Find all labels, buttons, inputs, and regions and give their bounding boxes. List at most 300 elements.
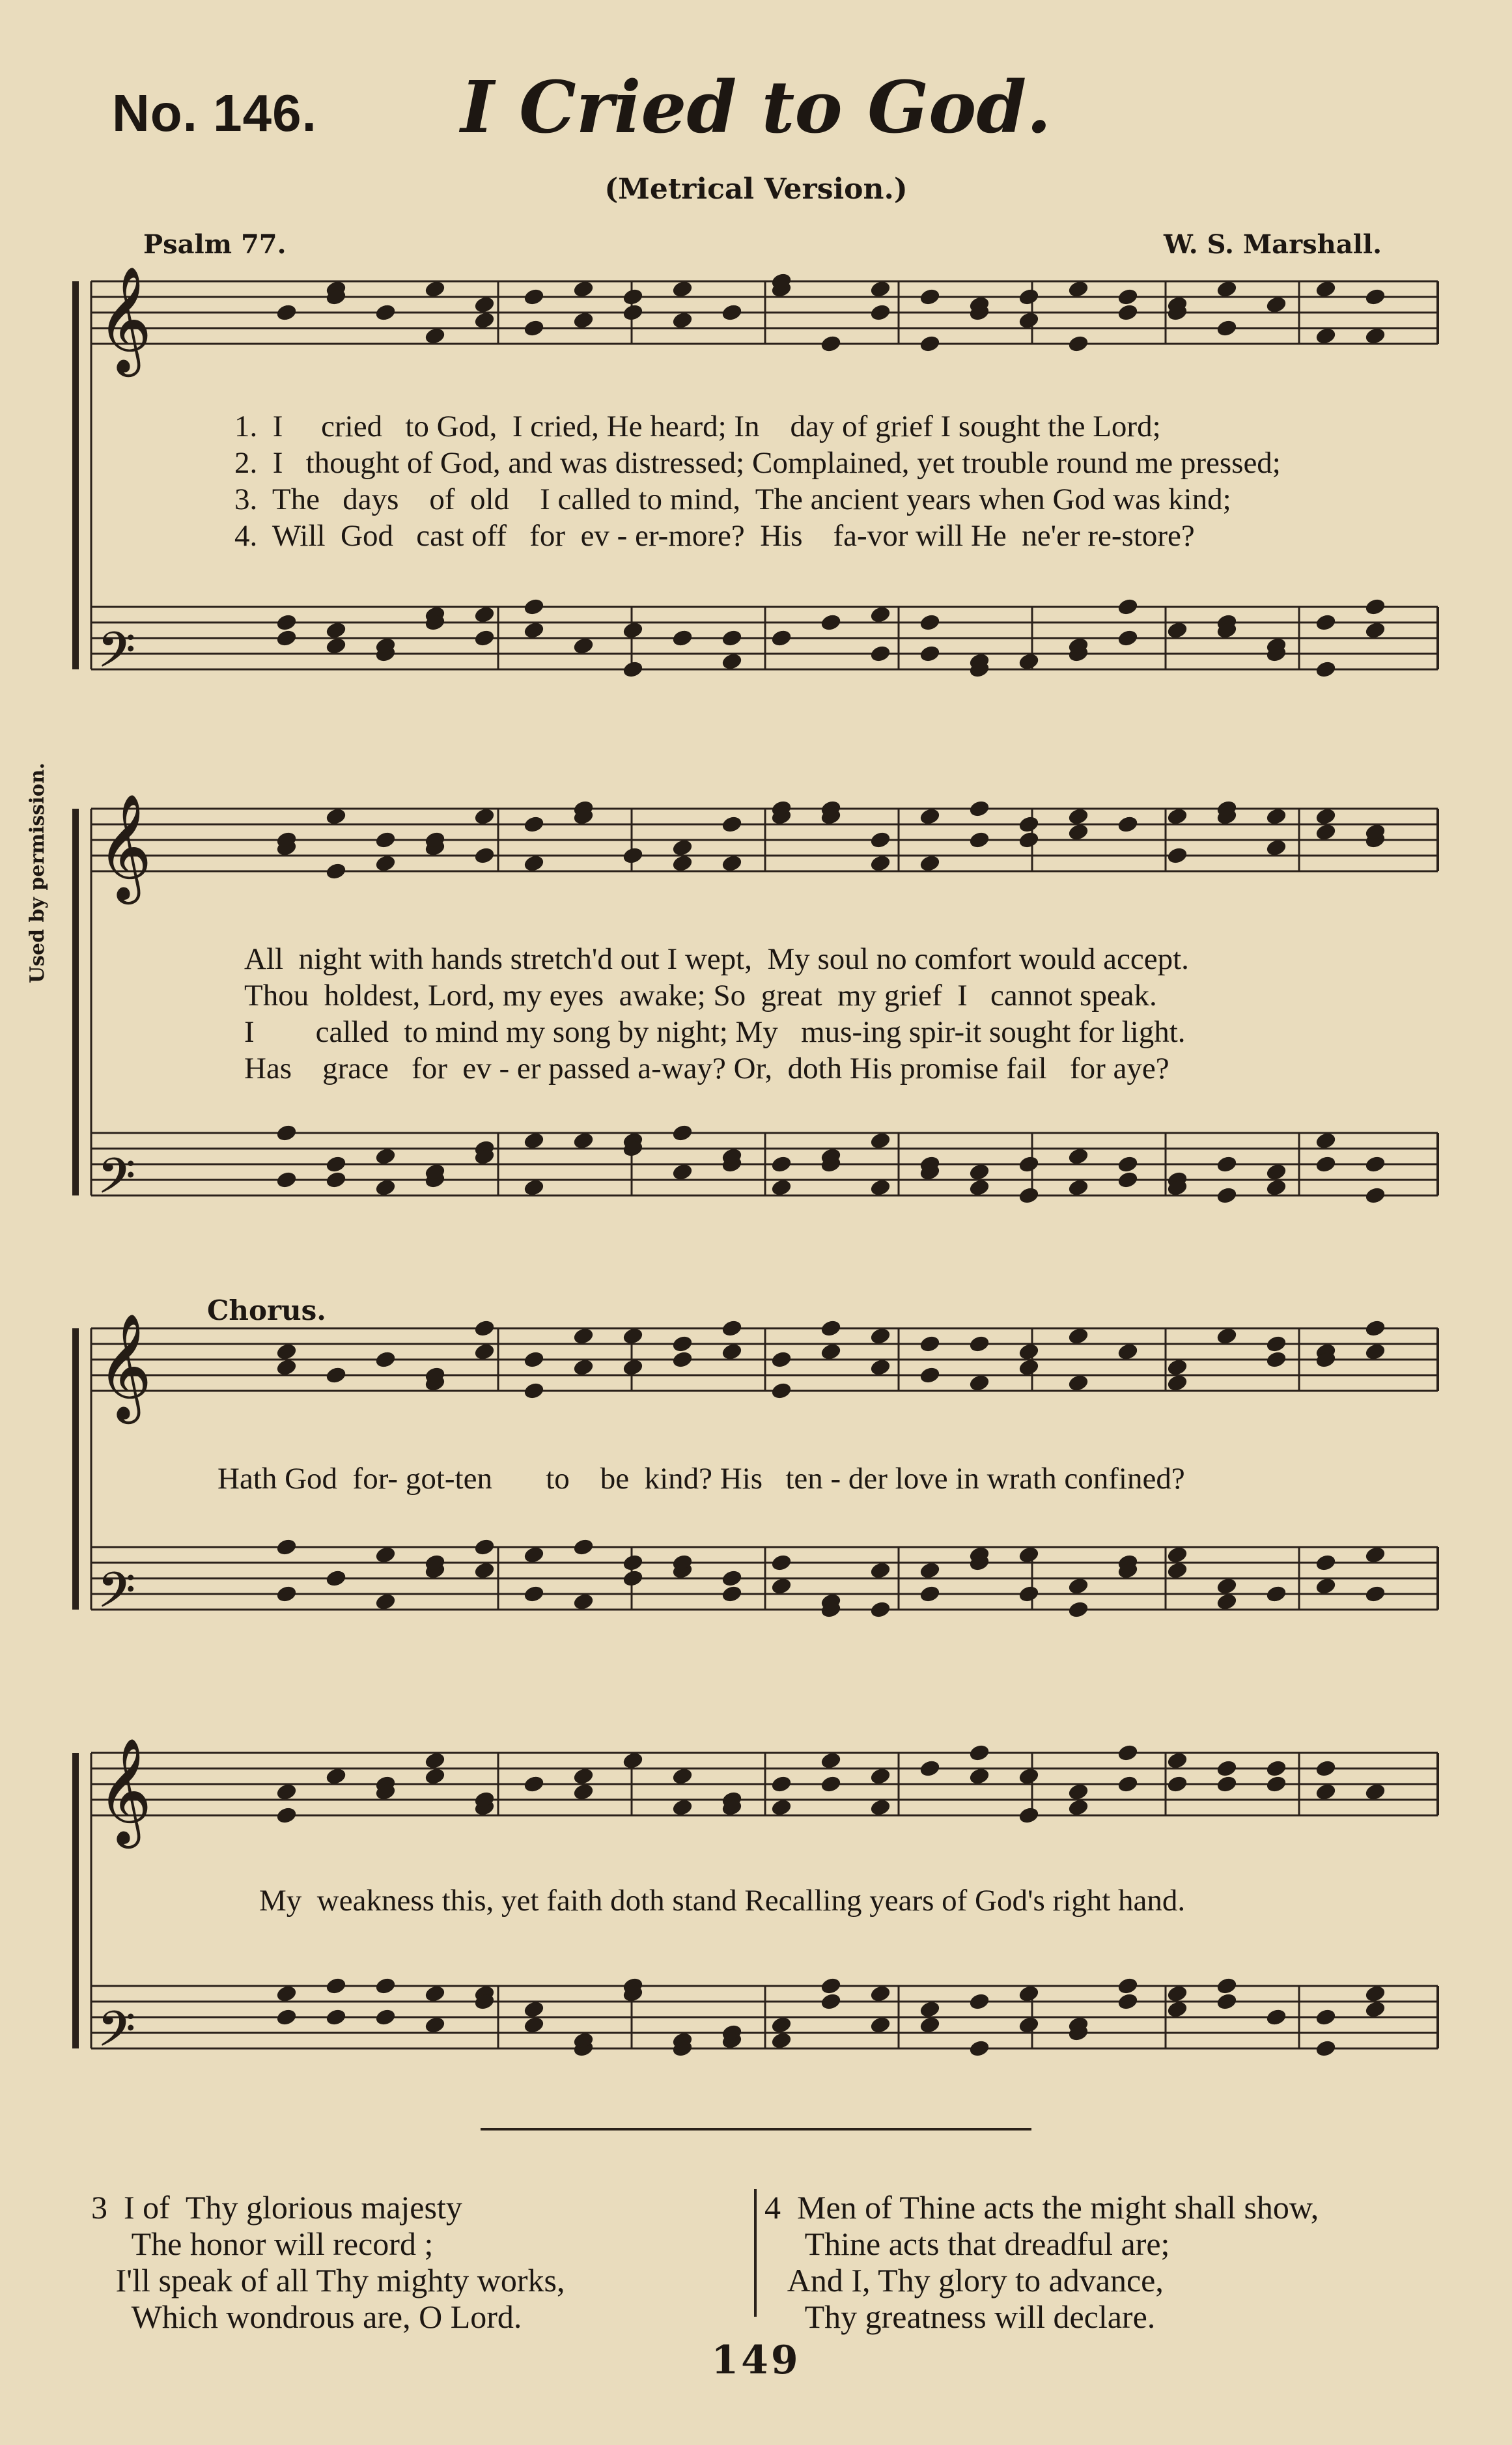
verse-1-line-1: 1. I cried to God, I cried, He heard; In day of grief I sought the Lord; <box>234 410 1161 443</box>
clef-icon: 𝄞 <box>98 1738 152 1844</box>
note-head <box>325 621 346 639</box>
note-head <box>919 1366 940 1384</box>
note-head <box>1364 2000 1386 2019</box>
note-head <box>622 660 643 678</box>
note-head <box>1364 598 1386 616</box>
note-head <box>1166 1561 1188 1580</box>
note-head <box>919 1759 940 1778</box>
note-head <box>1265 1163 1287 1181</box>
note-head <box>1315 1132 1336 1150</box>
note-head <box>671 629 693 647</box>
note-head <box>1018 652 1039 671</box>
note-head <box>622 1569 643 1587</box>
stanza-3-line-3: I'll speak of all Thy mighty works, <box>91 2262 565 2298</box>
note-head <box>721 652 742 671</box>
note-head <box>671 854 693 873</box>
clef-icon: 𝄢 <box>98 1148 135 1216</box>
verse-3-line-1: 3. The days of old I called to mind, The ancient years when God was kind; <box>234 482 1231 516</box>
note-head <box>1315 2039 1336 2058</box>
note-head <box>1067 1327 1089 1345</box>
note-head <box>1018 1585 1039 1603</box>
note-head <box>424 280 445 298</box>
note-head <box>374 1179 396 1197</box>
clef-icon: 𝄞 <box>98 266 152 372</box>
note-head <box>919 335 940 353</box>
note-head <box>671 280 693 298</box>
note-head <box>1364 327 1386 345</box>
stanza-4-line-4: Thy greatness will declare. <box>764 2298 1156 2335</box>
note-head <box>572 1358 594 1376</box>
note-head <box>671 1767 693 1785</box>
note-head <box>523 1132 544 1150</box>
note-head <box>919 2000 940 2019</box>
note-head <box>1216 1155 1237 1173</box>
note-head <box>1265 1350 1287 1369</box>
note-head <box>523 1382 544 1400</box>
note-head <box>275 303 297 322</box>
note-head <box>1117 1992 1138 2011</box>
note-head <box>770 1350 792 1369</box>
note-head <box>1364 1783 1386 1801</box>
note-head <box>820 335 841 353</box>
note-head <box>473 1561 495 1580</box>
note-head <box>1265 807 1287 826</box>
note-head <box>671 1124 693 1142</box>
note-head <box>1216 1977 1237 1995</box>
note-head <box>275 1538 297 1556</box>
note-head <box>622 846 643 865</box>
note-head <box>1315 660 1336 678</box>
note-head <box>1067 1374 1089 1392</box>
note-head <box>721 1585 742 1603</box>
note-head <box>1018 1343 1039 1361</box>
note-head <box>523 598 544 616</box>
note-head <box>523 1585 544 1603</box>
note-head <box>473 1343 495 1361</box>
note-head <box>869 1600 891 1619</box>
page-number: 149 <box>711 2338 801 2383</box>
permission-note: Used by permission. <box>26 762 49 983</box>
note-head <box>1166 1546 1188 1564</box>
note-head <box>919 2016 940 2034</box>
note-head <box>622 303 643 322</box>
note-head <box>1216 1992 1237 2011</box>
note-head <box>968 831 990 849</box>
note-head <box>1067 1179 1089 1197</box>
clef-icon: 𝄢 <box>98 2001 135 2069</box>
note-head <box>374 854 396 873</box>
note-head <box>1117 1155 1138 1173</box>
note-head <box>770 629 792 647</box>
note-head <box>1216 1759 1237 1778</box>
note-head <box>1216 1775 1237 1793</box>
note-head <box>1166 1775 1188 1793</box>
note-head <box>1315 327 1336 345</box>
note-head <box>1166 2000 1188 2019</box>
verse-1-line-2: All night with hands stretch'd out I wept, My soul no comfort would accept. <box>244 942 1189 976</box>
verse-2-line-2: Thou holdest, Lord, my eyes awake; So great my grief I cannot speak. <box>244 979 1157 1013</box>
note-head <box>374 303 396 322</box>
note-head <box>1067 823 1089 841</box>
note-head <box>275 1358 297 1376</box>
note-head <box>1364 288 1386 306</box>
note-head <box>275 1124 297 1142</box>
note-head <box>622 1554 643 1572</box>
note-head <box>671 839 693 857</box>
note-head <box>721 303 742 322</box>
note-head <box>325 1171 346 1189</box>
note-head <box>919 645 940 663</box>
note-head <box>374 831 396 849</box>
note-head <box>919 613 940 632</box>
stanza-3-line-4: Which wondrous are, O Lord. <box>91 2298 522 2335</box>
chorus-line-1: Hath God for- got-ten to be kind? His ten - der love in wrath confined? <box>217 1462 1185 1496</box>
note-head <box>671 1350 693 1369</box>
note-head <box>1166 1358 1188 1376</box>
note-head <box>671 1335 693 1353</box>
stanza-separator <box>754 2189 757 2317</box>
note-head <box>374 1546 396 1564</box>
note-head <box>523 621 544 639</box>
note-head <box>275 1171 297 1189</box>
note-head <box>572 1783 594 1801</box>
note-head <box>1117 288 1138 306</box>
note-head <box>424 1752 445 1770</box>
note-head <box>1117 1775 1138 1793</box>
stanza-4-line-3: And I, Thy glory to advance, <box>764 2262 1164 2298</box>
note-head <box>325 807 346 826</box>
verse-4-line-1: 4. Will God cast off for ev - er-more? His fa-vor will He ne'er re-store? <box>234 519 1195 553</box>
note-head <box>1117 629 1138 647</box>
note-head <box>1216 1327 1237 1345</box>
stanza-4 <box>764 2189 1319 2335</box>
note-head <box>622 1327 643 1345</box>
note-head <box>721 629 742 647</box>
note-head <box>919 288 940 306</box>
note-head <box>820 1752 841 1770</box>
note-head <box>1067 807 1089 826</box>
note-head <box>572 311 594 329</box>
note-head <box>968 1163 990 1181</box>
hymn-subtitle: (Metrical Version.) <box>604 173 908 206</box>
note-head <box>1315 1554 1336 1572</box>
note-head <box>671 1163 693 1181</box>
note-head <box>820 613 841 632</box>
note-head <box>1265 1585 1287 1603</box>
note-head <box>721 1319 742 1337</box>
note-head <box>325 1155 346 1173</box>
note-head <box>721 854 742 873</box>
note-head <box>572 1593 594 1611</box>
note-head <box>968 2039 990 2058</box>
note-head <box>770 1179 792 1197</box>
note-head <box>968 800 990 818</box>
note-head <box>1067 1798 1089 1817</box>
note-head <box>523 319 544 337</box>
note-head <box>473 296 495 314</box>
note-head <box>622 288 643 306</box>
note-head <box>968 1374 990 1392</box>
note-head <box>374 1977 396 1995</box>
note-head <box>523 1350 544 1369</box>
note-head <box>1166 846 1188 865</box>
note-head <box>869 1327 891 1345</box>
note-head <box>1265 1759 1287 1778</box>
clef-icon: 𝄞 <box>98 794 152 900</box>
note-head <box>1018 1767 1039 1785</box>
note-head <box>325 1569 346 1587</box>
note-head <box>1067 1147 1089 1166</box>
note-head <box>1018 1806 1039 1824</box>
note-head <box>325 2008 346 2026</box>
note-head <box>869 1798 891 1817</box>
note-head <box>1166 1985 1188 2003</box>
note-head <box>1018 1186 1039 1205</box>
note-head <box>1216 319 1237 337</box>
note-head <box>869 2016 891 2034</box>
note-head <box>1067 1577 1089 1595</box>
note-head <box>1018 288 1039 306</box>
note-head <box>374 2008 396 2026</box>
note-head <box>869 1179 891 1197</box>
note-head <box>1216 280 1237 298</box>
note-head <box>523 1179 544 1197</box>
note-head <box>275 1806 297 1824</box>
note-head <box>1018 815 1039 833</box>
note-head <box>919 1335 940 1353</box>
note-head <box>721 815 742 833</box>
note-head <box>1166 1374 1188 1392</box>
note-head <box>572 280 594 298</box>
note-head <box>325 1366 346 1384</box>
note-head <box>1117 1343 1138 1361</box>
note-head <box>820 1775 841 1793</box>
note-head <box>770 2016 792 2034</box>
note-head <box>1117 303 1138 322</box>
note-head <box>1018 831 1039 849</box>
note-head <box>325 862 346 880</box>
note-head <box>1216 1593 1237 1611</box>
note-head <box>1018 311 1039 329</box>
note-head <box>869 303 891 322</box>
note-head <box>671 1798 693 1817</box>
note-head <box>622 1358 643 1376</box>
note-head <box>1315 1783 1336 1801</box>
note-head <box>473 1538 495 1556</box>
note-head <box>1265 2008 1287 2026</box>
note-head <box>1018 1358 1039 1376</box>
note-head <box>473 846 495 865</box>
note-head <box>1315 1155 1336 1173</box>
note-head <box>374 1593 396 1611</box>
note-head <box>1018 1155 1039 1173</box>
note-head <box>1364 1319 1386 1337</box>
note-head <box>1117 1171 1138 1189</box>
note-head <box>820 1343 841 1361</box>
note-head <box>1117 598 1138 616</box>
composer: W. S. Marshall. <box>1164 229 1382 260</box>
note-head <box>424 2016 445 2034</box>
note-head <box>1166 807 1188 826</box>
note-head <box>968 1992 990 2011</box>
note-head <box>1067 1783 1089 1801</box>
note-head <box>523 1546 544 1564</box>
note-head <box>869 1561 891 1580</box>
note-head <box>275 1343 297 1361</box>
note-head <box>1117 1744 1138 1762</box>
note-head <box>1117 815 1138 833</box>
note-head <box>424 1767 445 1785</box>
note-head <box>424 1985 445 2003</box>
note-head <box>374 1147 396 1166</box>
note-head <box>473 1319 495 1337</box>
verse-2-line-1: 2. I thought of God, and was distressed; Complained, yet trouble round me pressed; <box>234 446 1281 480</box>
note-head <box>1364 1585 1386 1603</box>
note-head <box>572 637 594 655</box>
note-head <box>1315 807 1336 826</box>
stanza-3-line-2: The honor will record ; <box>91 2226 434 2262</box>
note-head <box>325 1767 346 1785</box>
stanza-3 <box>91 2189 565 2335</box>
note-head <box>1364 1186 1386 1205</box>
note-head <box>1315 613 1336 632</box>
note-head <box>919 1585 940 1603</box>
note-head <box>1265 1775 1287 1793</box>
note-head <box>820 1319 841 1337</box>
note-head <box>869 1132 891 1150</box>
stanza-4-line-1: 4 Men of Thine acts the might shall show, <box>764 2189 1319 2226</box>
note-head <box>1117 1977 1138 1995</box>
note-head <box>523 288 544 306</box>
clef-icon: 𝄞 <box>98 1313 152 1419</box>
note-head <box>1315 2008 1336 2026</box>
hymn-number: No. 146. <box>112 84 317 142</box>
note-head <box>721 1343 742 1361</box>
note-head <box>869 831 891 849</box>
note-head <box>473 629 495 647</box>
note-head <box>770 1155 792 1173</box>
note-head <box>572 1538 594 1556</box>
note-head <box>770 1382 792 1400</box>
note-head <box>374 1350 396 1369</box>
note-head <box>473 311 495 329</box>
note-head <box>968 1179 990 1197</box>
note-head <box>1166 1752 1188 1770</box>
clef-icon: 𝄢 <box>98 1562 135 1630</box>
note-head <box>523 854 544 873</box>
note-head <box>1018 1546 1039 1564</box>
note-head <box>1216 1186 1237 1205</box>
note-head <box>325 1977 346 1995</box>
note-head <box>1364 1343 1386 1361</box>
verse-3-line-2: I called to mind my song by night; My mus-ing spir-it sought for light. <box>244 1015 1186 1049</box>
stanza-3-line-1: 3 I of Thy glorious majesty <box>91 2189 462 2226</box>
note-head <box>1265 1335 1287 1353</box>
clef-icon: 𝄢 <box>98 622 135 690</box>
note-head <box>1166 621 1188 639</box>
note-head <box>275 613 297 632</box>
note-head <box>869 1985 891 2003</box>
note-head <box>424 327 445 345</box>
note-head <box>275 1585 297 1603</box>
note-head <box>770 1775 792 1793</box>
note-head <box>1315 823 1336 841</box>
note-head <box>919 854 940 873</box>
psalm-reference: Psalm 77. <box>143 229 287 260</box>
note-head <box>1067 1600 1089 1619</box>
note-head <box>1364 1155 1386 1173</box>
note-head <box>968 1767 990 1785</box>
note-head <box>820 1977 841 1995</box>
note-head <box>1315 1577 1336 1595</box>
note-head <box>1315 1759 1336 1778</box>
note-head <box>572 1767 594 1785</box>
note-head <box>275 1985 297 2003</box>
note-head <box>275 2008 297 2026</box>
note-head <box>869 1358 891 1376</box>
note-head <box>869 606 891 624</box>
divider <box>481 2128 1031 2131</box>
note-head <box>275 1783 297 1801</box>
note-head <box>919 1561 940 1580</box>
note-head <box>473 606 495 624</box>
note-head <box>523 2016 544 2034</box>
note-head <box>869 280 891 298</box>
note-head <box>869 645 891 663</box>
note-head <box>1364 1546 1386 1564</box>
note-head <box>1018 1985 1039 2003</box>
note-head <box>1018 2016 1039 2034</box>
note-head <box>523 1775 544 1793</box>
chorus-label: Chorus. <box>207 1294 326 1326</box>
note-head <box>275 629 297 647</box>
note-head <box>1364 1985 1386 2003</box>
verse-4-line-2: Has grace for ev - er passed a-way? Or, doth His promise fail for aye? <box>244 1052 1169 1085</box>
note-head <box>820 1992 841 2011</box>
note-head <box>968 1335 990 1353</box>
note-head <box>1265 839 1287 857</box>
note-head <box>1067 335 1089 353</box>
note-head <box>869 854 891 873</box>
note-head <box>919 807 940 826</box>
note-head <box>622 621 643 639</box>
note-head <box>473 807 495 826</box>
note-head <box>1265 296 1287 314</box>
note-head <box>770 2032 792 2050</box>
note-head <box>1067 280 1089 298</box>
note-head <box>1216 1577 1237 1595</box>
note-head <box>622 1752 643 1770</box>
note-head <box>968 1744 990 1762</box>
note-head <box>523 815 544 833</box>
stanza-4-line-2: Thine acts that dreadful are; <box>764 2226 1170 2262</box>
note-head <box>1315 280 1336 298</box>
note-head <box>869 1767 891 1785</box>
note-head <box>572 1327 594 1345</box>
note-head <box>721 1569 742 1587</box>
note-head <box>572 1132 594 1150</box>
note-head <box>1364 621 1386 639</box>
chorus-line-2: My weakness this, yet faith doth stand Recalling years of God's right hand. <box>259 1884 1186 1918</box>
note-head <box>770 1577 792 1595</box>
note-head <box>325 637 346 655</box>
note-head <box>523 2000 544 2019</box>
note-head <box>1265 1179 1287 1197</box>
note-head <box>671 311 693 329</box>
hymn-title: I Cried to God. <box>460 65 1052 149</box>
note-head <box>770 1798 792 1817</box>
note-head <box>770 1554 792 1572</box>
